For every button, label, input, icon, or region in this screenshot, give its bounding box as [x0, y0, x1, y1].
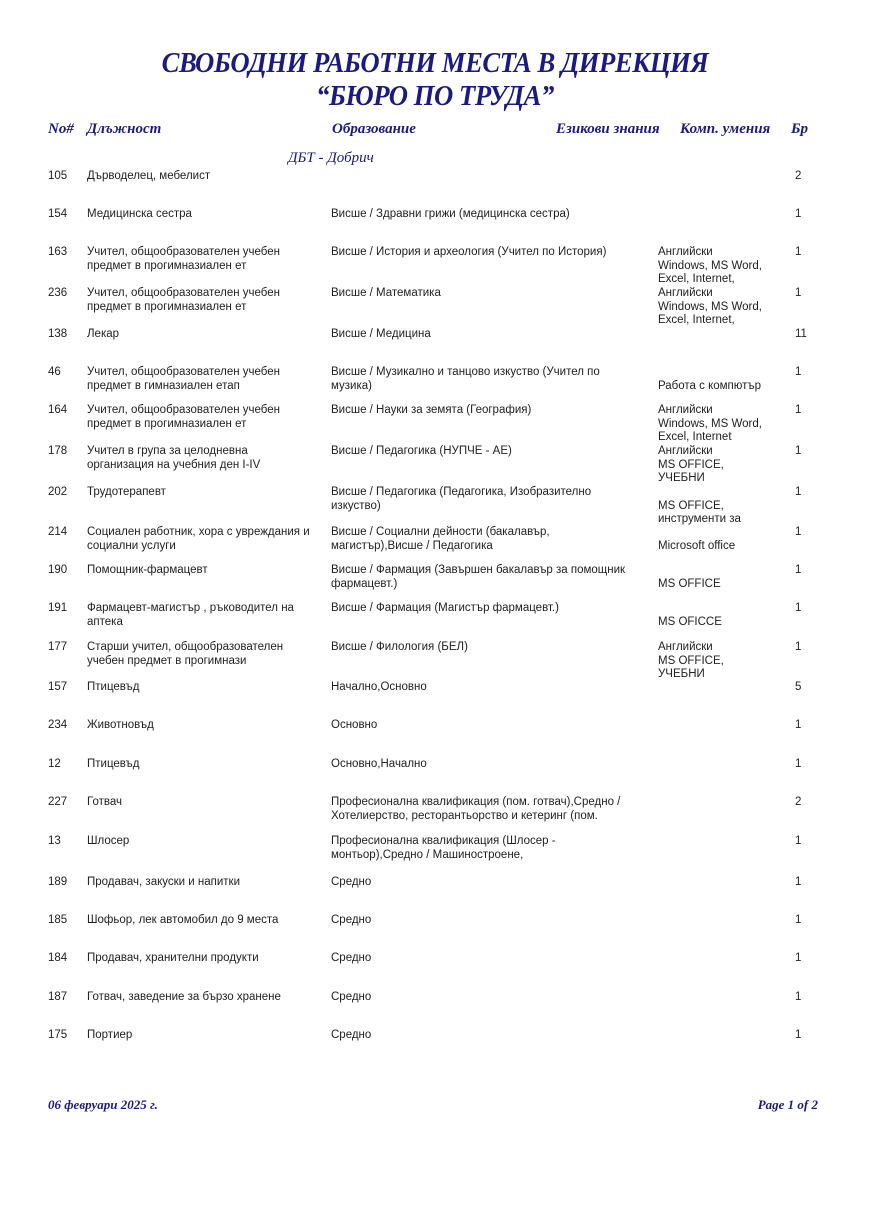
row-computer-skills: MS OFICCE [658, 615, 722, 628]
row-language [658, 170, 788, 184]
row-education: Висше / Медицина [331, 328, 431, 340]
row-skills [658, 952, 788, 966]
row-count: 11 [795, 328, 807, 340]
row-language [658, 991, 788, 1005]
row-skills [658, 404, 788, 445]
row-number: 157 [48, 681, 68, 693]
row-position: Готвач [87, 796, 122, 808]
row-count: 1 [795, 445, 802, 457]
row-education: Висше / Филология (БЕЛ) [331, 641, 468, 653]
row-skills [658, 719, 788, 733]
row-count: 2 [795, 796, 802, 808]
row-number: 164 [48, 404, 68, 416]
row-language [658, 719, 788, 733]
page-title-line2: “БЮРО ПО ТРУДА” [316, 80, 554, 112]
row-number: 227 [48, 796, 68, 808]
column-header-education: Образование [332, 121, 416, 137]
row-number: 177 [48, 641, 68, 653]
row-position: Шофьор, лек автомобил до 9 места [87, 914, 279, 926]
row-count: 1 [795, 602, 802, 614]
row-count: 1 [795, 914, 802, 926]
row-skills [658, 246, 788, 287]
row-skills [658, 287, 788, 328]
row-computer-skills: MS OFFICE, УЧЕБНИ [658, 654, 724, 680]
row-language [658, 952, 788, 966]
row-language [658, 366, 788, 380]
row-position: Портиер [87, 1029, 133, 1041]
row-count: 1 [795, 287, 802, 299]
row-skills [658, 758, 788, 772]
row-position: Продавач, закуски и напитки [87, 876, 241, 888]
row-education: Средно [331, 914, 372, 926]
row-education: Основно [331, 719, 378, 731]
row-skills [658, 602, 788, 629]
row-count: 2 [795, 170, 802, 182]
row-position: Шлосер [87, 835, 130, 847]
row-skills [658, 796, 788, 810]
row-number: 191 [48, 602, 68, 614]
column-header-position: Длъжност [87, 121, 162, 137]
page-title-line1: СВОБОДНИ РАБОТНИ МЕСТА В ДИРЕКЦИЯ [161, 47, 709, 79]
row-education: Висше / Фармация (Магистър фармацевт.) [331, 602, 559, 614]
row-number: 184 [48, 952, 68, 964]
row-language [658, 1029, 788, 1043]
row-number: 189 [48, 876, 68, 888]
row-position: Учител, общообразователен учебен предмет в прогимназиален ет [87, 287, 281, 313]
row-language [658, 876, 788, 890]
row-count: 1 [795, 952, 802, 964]
row-education: Начално,Основно [331, 681, 427, 693]
row-position: Птицевъд [87, 758, 140, 770]
row-count: 5 [795, 681, 802, 693]
row-number: 46 [48, 366, 61, 378]
row-skills [658, 681, 788, 695]
row-number: 175 [48, 1029, 68, 1041]
row-computer-skills: Windows, MS Word, Excel, Internet [658, 417, 762, 443]
row-count: 1 [795, 526, 802, 538]
row-skills [658, 835, 788, 849]
row-education: Висше / Науки за земята (География) [331, 404, 532, 416]
row-skills [658, 564, 788, 591]
row-count: 1 [795, 246, 802, 258]
row-count: 1 [795, 486, 802, 498]
row-number: 236 [48, 287, 68, 299]
row-position: Лекар [87, 328, 120, 340]
row-language [658, 526, 788, 540]
row-education: Професионална квалификация (пом. готвач),Средно / Хотелиерство, ресторантьорство и кетеринг (пом. [331, 796, 621, 822]
row-language [658, 208, 788, 222]
row-position: Учител, общообразователен учебен предмет в гимназиален етап [87, 366, 281, 392]
row-education: Средно [331, 952, 372, 964]
row-number: 187 [48, 991, 68, 1003]
row-language [658, 486, 788, 500]
row-position: Социален работник, хора с увреждания и социални услуги [87, 526, 310, 552]
row-language: Английски [658, 641, 713, 653]
row-education: Висше / Музикално и танцово изкуство (Учител по музика) [331, 366, 600, 392]
row-education: Висше / Математика [331, 287, 441, 299]
row-education: Висше / Фармация (Завършен бакалавър за помощник фармацевт.) [331, 564, 626, 590]
row-position: Дърводелец, мебелист [87, 170, 211, 182]
row-education: Висше / Социални дейности (бакалавър, магистър),Висше / Педагогика [331, 526, 550, 552]
row-language [658, 328, 788, 342]
row-number: 163 [48, 246, 68, 258]
row-count: 1 [795, 404, 802, 416]
row-position: Помощник-фармацевт [87, 564, 208, 576]
row-number: 12 [48, 758, 61, 770]
row-computer-skills: Windows, MS Word, Excel, Internet, [658, 300, 762, 326]
row-count: 1 [795, 876, 802, 888]
row-count: 1 [795, 564, 802, 576]
row-skills [658, 445, 788, 486]
row-number: 202 [48, 486, 68, 498]
row-number: 190 [48, 564, 68, 576]
row-count: 1 [795, 991, 802, 1003]
row-skills [658, 1029, 788, 1043]
row-position: Трудотерапевт [87, 486, 166, 498]
section-heading: ДБТ - Добрич [288, 150, 374, 166]
column-header-no: No# [48, 121, 74, 137]
row-count: 1 [795, 835, 802, 847]
row-computer-skills: MS OFFICE, УЧЕБНИ [658, 458, 724, 484]
row-number: 154 [48, 208, 68, 220]
row-count: 1 [795, 758, 802, 770]
row-education: Средно [331, 1029, 372, 1041]
row-computer-skills: Работа с компютър [658, 379, 762, 392]
row-language [658, 796, 788, 810]
row-skills [658, 486, 788, 527]
row-skills [658, 991, 788, 1005]
row-education: Висше / История и археология (Учител по История) [331, 246, 607, 258]
column-header-count: Бр [791, 121, 809, 137]
row-language: Английски [658, 246, 713, 258]
row-number: 234 [48, 719, 68, 731]
column-header-languages: Езикови знания [556, 121, 660, 137]
row-number: 178 [48, 445, 68, 457]
row-skills [658, 366, 788, 393]
row-skills [658, 641, 788, 682]
row-number: 105 [48, 170, 68, 182]
row-position: Старши учител, общообразователен учебен предмет в прогимнази [87, 641, 284, 667]
row-position: Учител в група за целодневна организация на учебния ден I-IV [87, 445, 261, 471]
row-position: Учител, общообразователен учебен предмет в прогимназиален ет [87, 246, 281, 272]
row-language [658, 835, 788, 849]
row-education: Средно [331, 876, 372, 888]
row-education: Основно,Начално [331, 758, 427, 770]
row-number: 138 [48, 328, 68, 340]
footer-date: 06 февруари 2025 г. [48, 1097, 158, 1112]
row-position: Животновъд [87, 719, 154, 731]
row-language [658, 914, 788, 928]
row-position: Медицинска сестра [87, 208, 192, 220]
row-skills [658, 876, 788, 890]
row-skills [658, 328, 788, 342]
row-position: Птицевъд [87, 681, 140, 693]
row-position: Продавач, хранителни продукти [87, 952, 259, 964]
footer-page-number: Page 1 of 2 [757, 1097, 818, 1112]
row-count: 1 [795, 208, 802, 220]
row-skills [658, 170, 788, 184]
row-count: 1 [795, 366, 802, 378]
row-skills [658, 526, 788, 553]
row-education: Висше / Педагогика (Педагогика, Изобразително изкуство) [331, 486, 592, 512]
row-language: Английски [658, 445, 713, 457]
row-education: Средно [331, 991, 372, 1003]
row-language [658, 564, 788, 578]
row-computer-skills: Microsoft office [658, 539, 736, 552]
row-position: Готвач, заведение за бързо хранене [87, 991, 281, 1003]
row-count: 1 [795, 719, 802, 731]
row-computer-skills: MS OFFICE [658, 577, 721, 590]
row-computer-skills: Windows, MS Word, Excel, Internet, [658, 259, 762, 285]
row-position: Фармацевт-магистър , ръководител на аптека [87, 602, 294, 628]
column-header-computer-skills: Комп. умения [680, 121, 771, 137]
row-skills [658, 914, 788, 928]
row-computer-skills: MS OFFICE, инструменти за [658, 499, 741, 525]
row-language [658, 681, 788, 695]
row-language: Английски [658, 404, 713, 416]
row-education: Висше / Педагогика (НУПЧЕ - АЕ) [331, 445, 512, 457]
row-education: Висше / Здравни грижи (медицинска сестра) [331, 208, 570, 220]
row-education: Професионална квалификация (Шлосер - монтьор),Средно / Машиностроене, [331, 835, 556, 861]
row-language [658, 758, 788, 772]
row-skills [658, 208, 788, 222]
row-number: 214 [48, 526, 68, 538]
row-number: 185 [48, 914, 68, 926]
row-count: 1 [795, 1029, 802, 1041]
row-count: 1 [795, 641, 802, 653]
row-position: Учител, общообразователен учебен предмет в прогимназиален ет [87, 404, 281, 430]
row-language: Английски [658, 287, 713, 299]
row-language [658, 602, 788, 616]
row-number: 13 [48, 835, 61, 847]
